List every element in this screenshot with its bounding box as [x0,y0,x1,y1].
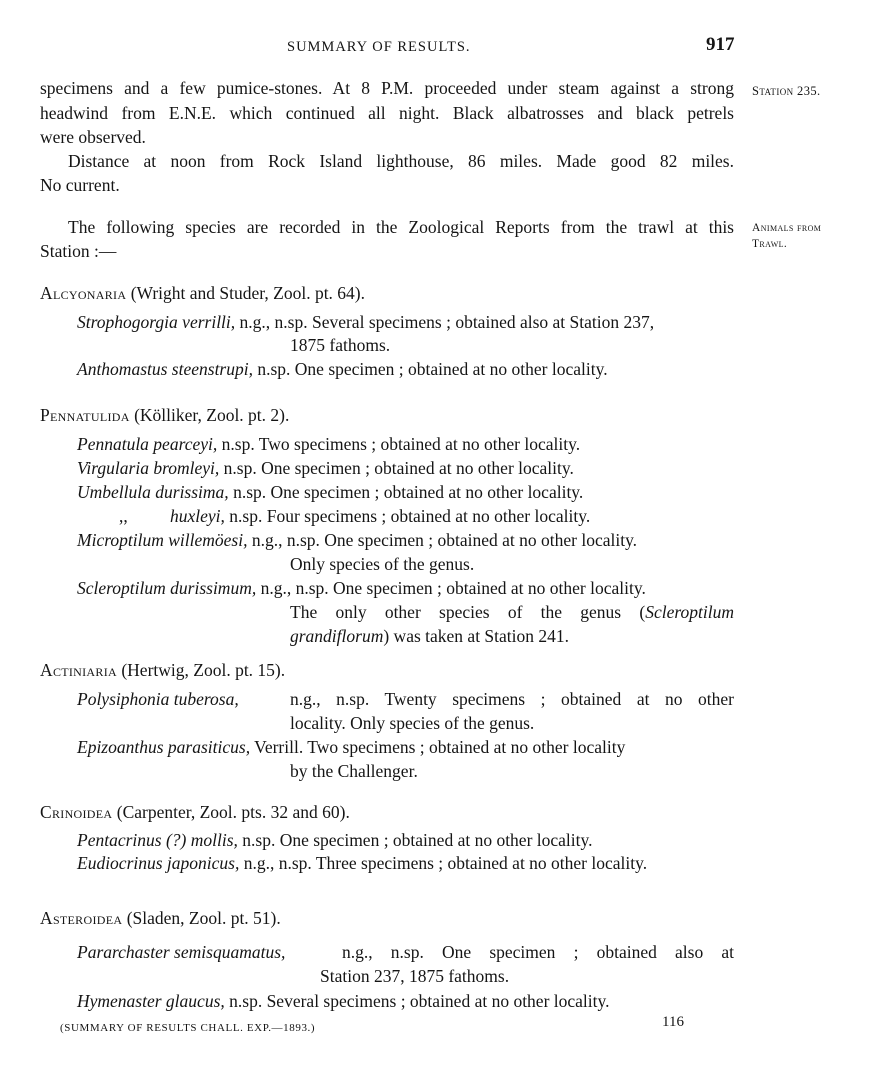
margin-note-station: Station 235. [752,84,821,98]
species-name: Virgularia bromleyi, [77,458,220,478]
species-entry [77,530,637,550]
species-continuation: Only species of the genus. [290,554,475,574]
species-name: Strophogorgia verrilli, [77,312,236,332]
section-heading-crinoidea [40,802,350,822]
species-details: n.sp. One specimen ; obtained at no other locality. [252,359,608,379]
species-name: Epizoanthus parasiticus, [77,737,251,757]
margin-note-animals-line2: Trawl. [752,238,788,250]
running-title: SUMMARY OF RESULTS. [287,39,471,55]
species-name: huxleyi, [170,506,225,526]
intro-line: were observed. [40,127,146,147]
species-name: grandiflorum [290,626,384,646]
species-details: n.sp. One specimen ; obtained at no other locality. [228,482,584,502]
species-details: n.sp. One specimen ; obtained at no other locality. [219,458,574,478]
intro-line: Station :— [40,241,117,261]
species-name: Pennatula pearceyi, [77,434,218,454]
species-entry [77,312,654,332]
species-entry [77,578,646,598]
species-entry [77,359,608,379]
species-details: n.g., n.sp. One specimen ; obtained also at [342,942,734,962]
species-name: Microptilum willemöesi, [77,530,248,550]
species-continuation [290,602,734,622]
section-reference: (Hertwig, Zool. pt. 15). [116,660,286,680]
ditto-mark: ,, [119,506,128,526]
species-details: n.sp. Four specimens ; obtained at no other locality. [224,506,591,526]
footer-note: (SUMMARY OF RESULTS CHALL. EXP.—1893.) [60,1022,316,1034]
intro-line: headwind from E.N.E. which continued all night. Black albatrosses and black petrels [40,103,734,123]
section-heading-alcyonaria [40,283,365,303]
species-entry [77,853,647,873]
species-entry [170,506,590,526]
species-details: n.g., n.sp. Three specimens ; obtained at no other locality. [239,853,648,873]
species-entry [77,830,593,850]
species-entry [77,991,610,1011]
section-name: Crinoidea [40,802,113,822]
section-reference: (Sladen, Zool. pt. 51). [122,908,281,928]
section-reference: (Kölliker, Zool. pt. 2). [129,405,290,425]
species-name: Eudiocrinus japonicus, [77,853,240,873]
species-name: Umbellula durissima, [77,482,229,502]
species-continuation [290,626,569,646]
intro-line: Distance at noon from Rock Island lighthouse, 86 miles. Made good 82 miles. [68,151,734,171]
species-details: n.g., n.sp. Several specimens ; obtained also at Station 237, [235,312,655,332]
species-name: Pentacrinus (?) mollis, [77,830,238,850]
section-name: Pennatulida [40,405,130,425]
section-heading-actiniaria [40,660,285,680]
species-entry [77,458,574,478]
section-reference: (Carpenter, Zool. pts. 32 and 60). [112,802,350,822]
intro-line: The following species are recorded in the Zoological Reports from the trawl at this [68,217,734,237]
section-heading-pennatulida [40,405,289,425]
signature-mark: 116 [662,1014,684,1030]
species-entry [77,737,625,757]
species-details: n.sp. Two specimens ; obtained at no other locality. [217,434,581,454]
species-continuation: by the Challenger. [290,761,418,781]
continuation-text: The only other species of the genus ( [290,602,646,622]
species-details: n.sp. Several specimens ; obtained at no other locality. [224,991,610,1011]
species-continuation: 1875 fathoms. [290,335,391,355]
species-name: Anthomastus steenstrupi, [77,359,253,379]
section-reference: (Wright and Studer, Zool. pt. 64). [126,283,366,303]
species-entry [77,482,583,502]
continuation-text: ) was taken at Station 241. [383,626,570,646]
species-details: n.g., n.sp. One specimen ; obtained at no other locality. [256,578,646,598]
species-continuation: Station 237, 1875 fathoms. [320,966,510,986]
section-name: Actiniaria [40,660,117,680]
species-details: n.g., n.sp. One specimen ; obtained at no other locality. [247,530,638,550]
species-entry [77,434,580,454]
species-continuation: locality. Only species of the genus. [290,713,535,733]
species-name: Scleroptilum [645,602,734,622]
intro-line: No current. [40,175,120,195]
page-number: 917 [706,34,735,55]
margin-note-animals-line1: Animals from [752,222,822,234]
species-name: Hymenaster glaucus, [77,991,225,1011]
species-details: Verrill. Two specimens ; obtained at no other locality [250,737,626,757]
section-name: Asteroidea [40,908,123,928]
species-name: Polysiphonia tuberosa, [77,689,239,709]
species-name: Pararchaster semisquamatus, [77,942,286,962]
species-details: n.g., n.sp. Twenty specimens ; obtained at no other [290,689,734,709]
intro-line: specimens and a few pumice-stones. At 8 P.M. proceeded under steam against a strong [40,78,734,98]
section-heading-asteroidea [40,908,281,928]
species-name: Scleroptilum durissimum, [77,578,257,598]
section-name: Alcyonaria [40,283,127,303]
species-details: n.sp. One specimen ; obtained at no other locality. [237,830,593,850]
